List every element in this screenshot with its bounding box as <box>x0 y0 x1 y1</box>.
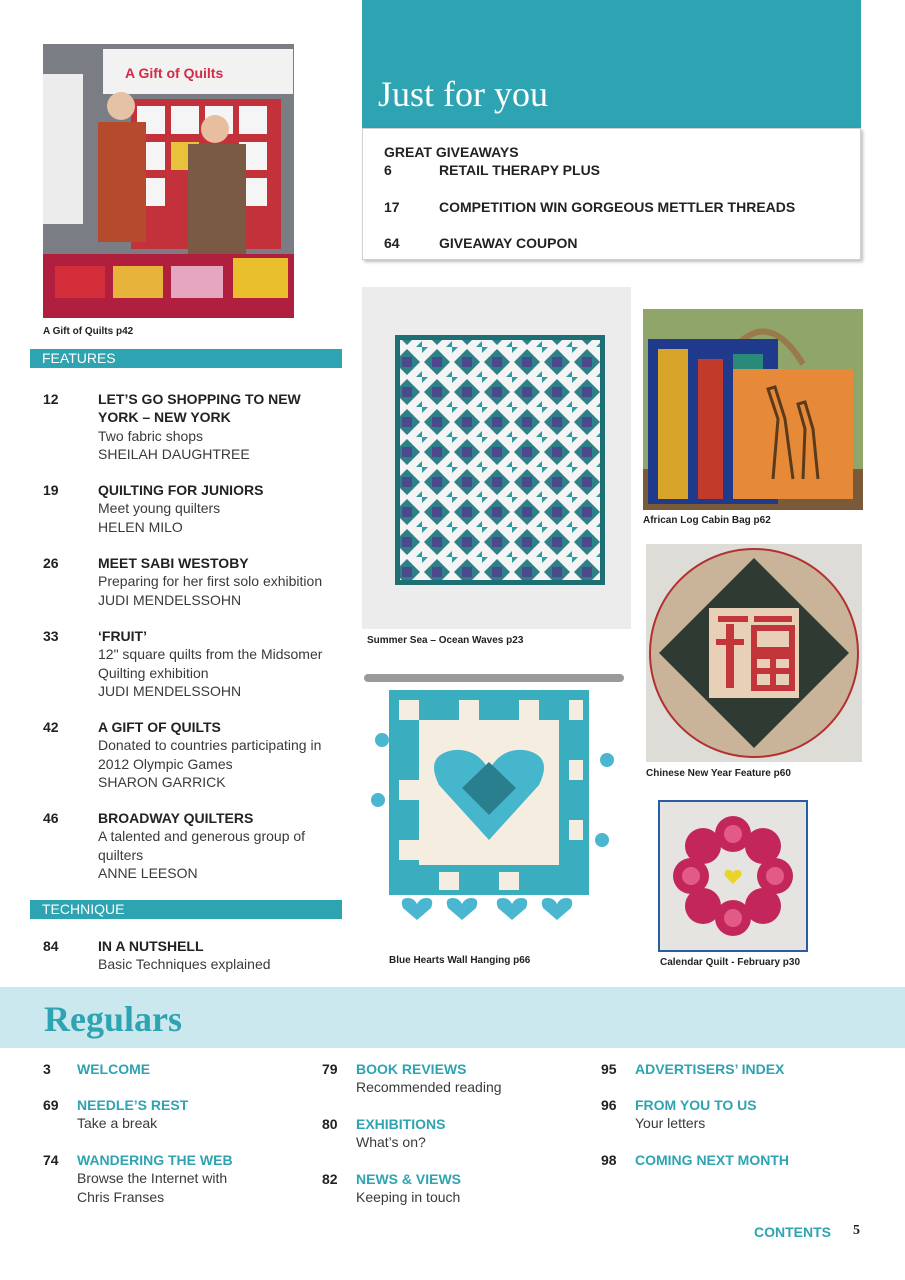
blue-hearts-photo[interactable] <box>362 670 627 942</box>
feature-title: BROADWAY QUILTERS <box>98 810 254 826</box>
feature-author: HELEN MILO <box>98 518 183 535</box>
feature-page-number: 42 <box>43 719 59 735</box>
feature-author: SHEILAH DAUGHTREE <box>98 445 250 462</box>
regular-description: What’s on? <box>356 1134 426 1151</box>
regular-title: NEEDLE’S REST <box>77 1097 189 1113</box>
feature-title: MEET SABI WESTOBY <box>98 555 249 571</box>
regular-page-number: 3 <box>43 1061 51 1077</box>
giveaway-label: GIVEAWAY COUPON <box>439 235 578 251</box>
regular-item[interactable] <box>43 1151 273 1206</box>
just-for-you-title: Just for you <box>378 74 548 114</box>
regular-page-number: 80 <box>322 1116 338 1132</box>
regular-title: NEWS & VIEWS <box>356 1171 462 1187</box>
summer-sea-quilt-photo[interactable] <box>362 287 631 629</box>
regular-title: ADVERTISERS’ INDEX <box>635 1061 785 1077</box>
feature-description: Preparing for her first solo exhibition <box>98 573 323 590</box>
calendar-quilt-illustration <box>660 802 806 950</box>
regular-description: Keeping in touch <box>356 1189 461 1206</box>
just-for-you-header <box>362 0 861 128</box>
feature-author: SHARON GARRICK <box>98 773 226 790</box>
regular-item[interactable] <box>601 1096 861 1133</box>
regular-title: FROM YOU TO US <box>635 1097 757 1113</box>
feature-page-number: 33 <box>43 628 59 644</box>
regulars-title: Regulars <box>44 999 182 1039</box>
feature-author: ANNE LEESON <box>98 864 198 881</box>
feature-item[interactable] <box>43 718 343 791</box>
calendar-quilt-caption: Calendar Quilt - February p30 <box>660 957 801 968</box>
feature-item[interactable] <box>43 481 343 536</box>
regular-title: EXHIBITIONS <box>356 1116 446 1132</box>
regular-page-number: 95 <box>601 1061 617 1077</box>
blue-hearts-illustration <box>362 670 627 942</box>
regular-description: Your letters <box>635 1115 706 1132</box>
giveaway-page-number: 6 <box>384 162 392 178</box>
regular-description: Browse the Internet with Chris Franses <box>77 1170 228 1205</box>
regular-page-number: 74 <box>43 1152 59 1168</box>
regular-item[interactable] <box>43 1060 303 1078</box>
regular-item[interactable] <box>322 1060 582 1097</box>
gift-of-quilts-caption: A Gift of Quilts p42 <box>43 326 134 337</box>
features-section-bar: FEATURES <box>30 349 342 368</box>
regular-item[interactable] <box>322 1115 582 1152</box>
feature-page-number: 46 <box>43 810 59 826</box>
blue-hearts-caption: Blue Hearts Wall Hanging p66 <box>389 955 531 966</box>
feature-description: A talented and generous group of quilters <box>98 828 306 863</box>
footer-page-number: 5 <box>853 1223 860 1238</box>
feature-title: A GIFT OF QUILTS <box>98 719 221 735</box>
regular-item[interactable] <box>43 1096 303 1133</box>
feature-author: JUDI MENDELSSOHN <box>98 682 242 699</box>
gift-of-quilts-illustration <box>43 44 294 318</box>
feature-author: JUDI MENDELSSOHN <box>98 591 242 608</box>
african-bag-photo[interactable] <box>643 309 863 510</box>
regular-page-number: 69 <box>43 1097 59 1113</box>
gift-of-quilts-photo[interactable] <box>43 44 294 318</box>
chinese-new-year-illustration <box>646 544 862 762</box>
summer-sea-caption: Summer Sea – Ocean Waves p23 <box>367 635 524 646</box>
regular-page-number: 79 <box>322 1061 338 1077</box>
regular-title: BOOK REVIEWS <box>356 1061 467 1077</box>
regular-title: COMING NEXT MONTH <box>635 1152 789 1168</box>
feature-title: LET’S GO SHOPPING TO NEW YORK – NEW YORK <box>98 391 301 426</box>
feature-item[interactable] <box>43 627 343 700</box>
feature-page-number: 26 <box>43 555 59 571</box>
giveaway-page-number: 64 <box>384 235 400 251</box>
feature-page-number: 19 <box>43 482 59 498</box>
feature-description: Meet young quilters <box>98 500 221 517</box>
regular-item[interactable] <box>601 1151 861 1169</box>
african-bag-illustration <box>643 309 863 510</box>
regular-item[interactable] <box>601 1060 861 1078</box>
feature-description: Donated to countries participating in 2012 Olympic Games <box>98 737 322 772</box>
regular-title: WANDERING THE WEB <box>77 1152 233 1168</box>
feature-title: QUILTING FOR JUNIORS <box>98 482 264 498</box>
african-bag-caption: African Log Cabin Bag p62 <box>643 515 771 526</box>
feature-item[interactable] <box>43 554 343 609</box>
technique-item[interactable] <box>43 937 343 974</box>
technique-title: IN A NUTSHELL <box>98 938 204 954</box>
giveaways-box <box>362 128 861 260</box>
regular-item[interactable] <box>322 1170 582 1207</box>
regular-page-number: 96 <box>601 1097 617 1113</box>
gift-of-quilts-banner: A Gift of Quilts <box>125 65 224 81</box>
giveaway-label: RETAIL THERAPY PLUS <box>439 162 601 178</box>
giveaway-item[interactable] <box>384 162 600 178</box>
feature-item[interactable] <box>43 809 343 882</box>
giveaway-page-number: 17 <box>384 199 400 215</box>
regulars-band <box>0 987 905 1048</box>
giveaways-heading: GREAT GIVEAWAYS <box>384 144 519 160</box>
footer-contents-label: CONTENTS <box>754 1224 831 1240</box>
giveaway-item[interactable] <box>384 199 795 215</box>
feature-item[interactable] <box>43 390 343 463</box>
regular-page-number: 98 <box>601 1152 617 1168</box>
regular-title: WELCOME <box>77 1061 151 1077</box>
feature-description: Two fabric shops <box>98 427 204 444</box>
chinese-new-year-photo[interactable] <box>646 544 862 762</box>
chinese-new-year-caption: Chinese New Year Feature p60 <box>646 768 791 779</box>
technique-page-number: 84 <box>43 938 59 954</box>
regular-page-number: 82 <box>322 1171 338 1187</box>
feature-title: ‘FRUIT’ <box>98 628 147 644</box>
giveaway-label: COMPETITION WIN GORGEOUS METTLER THREADS <box>439 199 796 215</box>
summer-sea-quilt-illustration <box>362 287 631 629</box>
technique-section-bar: TECHNIQUE <box>30 900 342 919</box>
feature-description: 12" square quilts from the Midsomer Quilting exhibition <box>98 646 323 681</box>
calendar-quilt-photo[interactable] <box>658 800 808 952</box>
regular-description: Take a break <box>77 1115 158 1132</box>
technique-description: Basic Techniques explained <box>98 956 271 973</box>
feature-page-number: 12 <box>43 391 59 407</box>
giveaway-item[interactable] <box>384 235 577 251</box>
regular-description: Recommended reading <box>356 1079 502 1096</box>
